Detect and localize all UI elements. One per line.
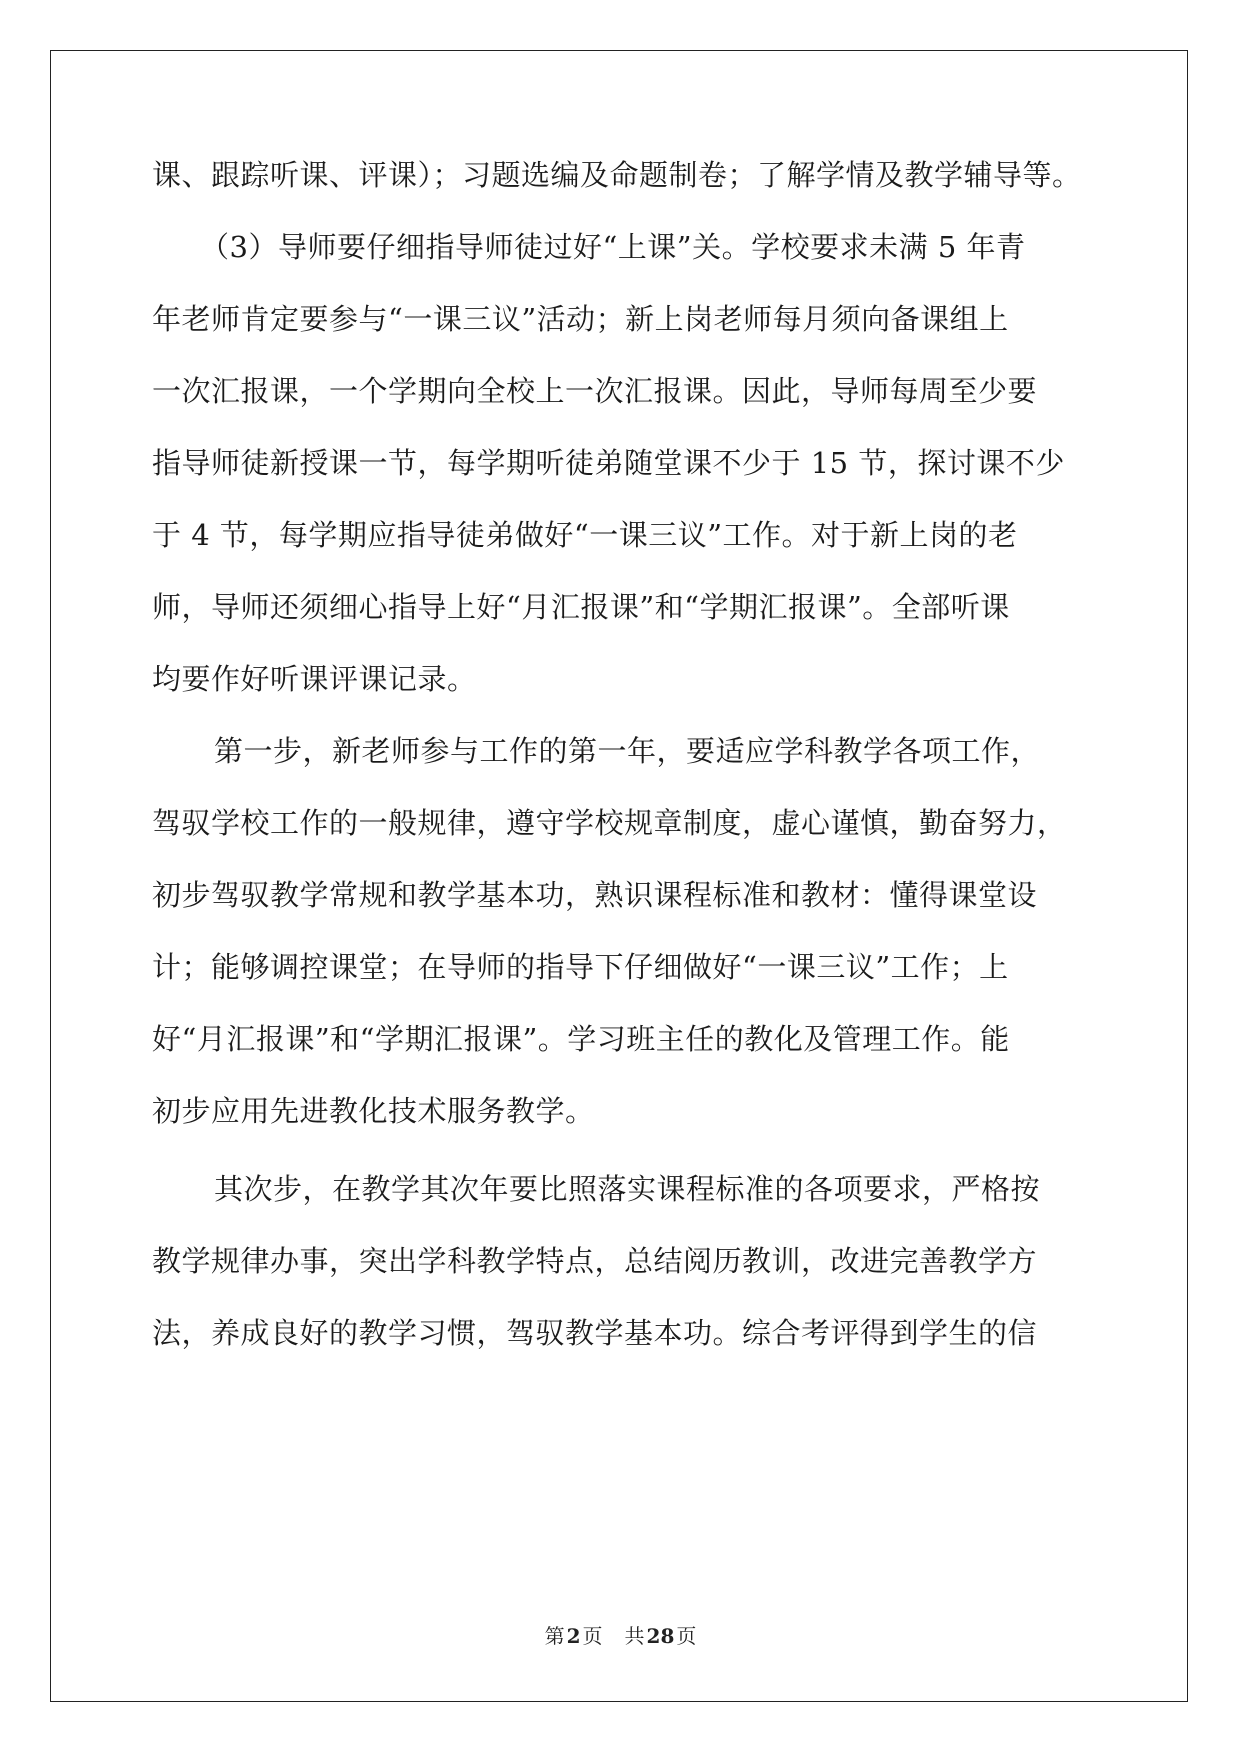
text-line: 年老师肯定要参与“一课三议”活动；新上岗老师每月须向备课组上	[152, 302, 1009, 336]
total-pages: 28	[646, 1624, 675, 1648]
text-line: 驾驭学校工作的一般规律，遵守学校规章制度，虚心谨慎，勤奋努力，	[152, 806, 1067, 840]
text-line: 教学规律办事，突出学科教学特点，总结阅历教训，改进完善教学方	[152, 1244, 1038, 1278]
text-line: 初步驾驭教学常规和教学基本功，熟识课程标准和教材：懂得课堂设	[152, 878, 1038, 912]
text-line: 于 4 节，每学期应指导徒弟做好“一课三议”工作。对于新上岗的老	[152, 518, 1018, 552]
text-line: （3）导师要仔细指导师徒过好“上课”关。学校要求未满 5 年青	[200, 230, 1026, 264]
page-number: 2	[566, 1624, 581, 1648]
text-line: 初步应用先进教化技术服务教学。	[152, 1094, 595, 1128]
text-line: 其次步，在教学其次年要比照落实课程标准的各项要求，严格按	[214, 1172, 1041, 1206]
total-suffix: 页	[676, 1624, 697, 1648]
text-line: 法，养成良好的教学习惯，驾驭教学基本功。综合考评得到学生的信	[152, 1316, 1038, 1350]
total-prefix: 共	[624, 1624, 645, 1648]
page-suffix: 页	[582, 1624, 603, 1648]
text-line: 指导师徒新授课一节，每学期听徒弟随堂课不少于 15 节，探讨课不少	[152, 446, 1065, 480]
page-footer	[0, 1620, 1241, 1649]
text-line: 好“月汇报课”和“学期汇报课”。学习班主任的教化及管理工作。能	[152, 1022, 1010, 1056]
text-line: 一次汇报课，一个学期向全校上一次汇报课。因此，导师每周至少要	[152, 374, 1038, 408]
text-line: 第一步，新老师参与工作的第一年，要适应学科教学各项工作，	[214, 734, 1041, 768]
text-line: 均要作好听课评课记录。	[152, 662, 477, 696]
text-line: 课、跟踪听课、评课）；习题选编及命题制卷；了解学情及教学辅导等。	[152, 158, 1082, 192]
text-line: 师，导师还须细心指导上好“月汇报课”和“学期汇报课”。全部听课	[152, 590, 1010, 624]
text-line: 计；能够调控课堂；在导师的指导下仔细做好“一课三议”工作；上	[152, 950, 1009, 984]
page-prefix: 第	[544, 1624, 565, 1648]
